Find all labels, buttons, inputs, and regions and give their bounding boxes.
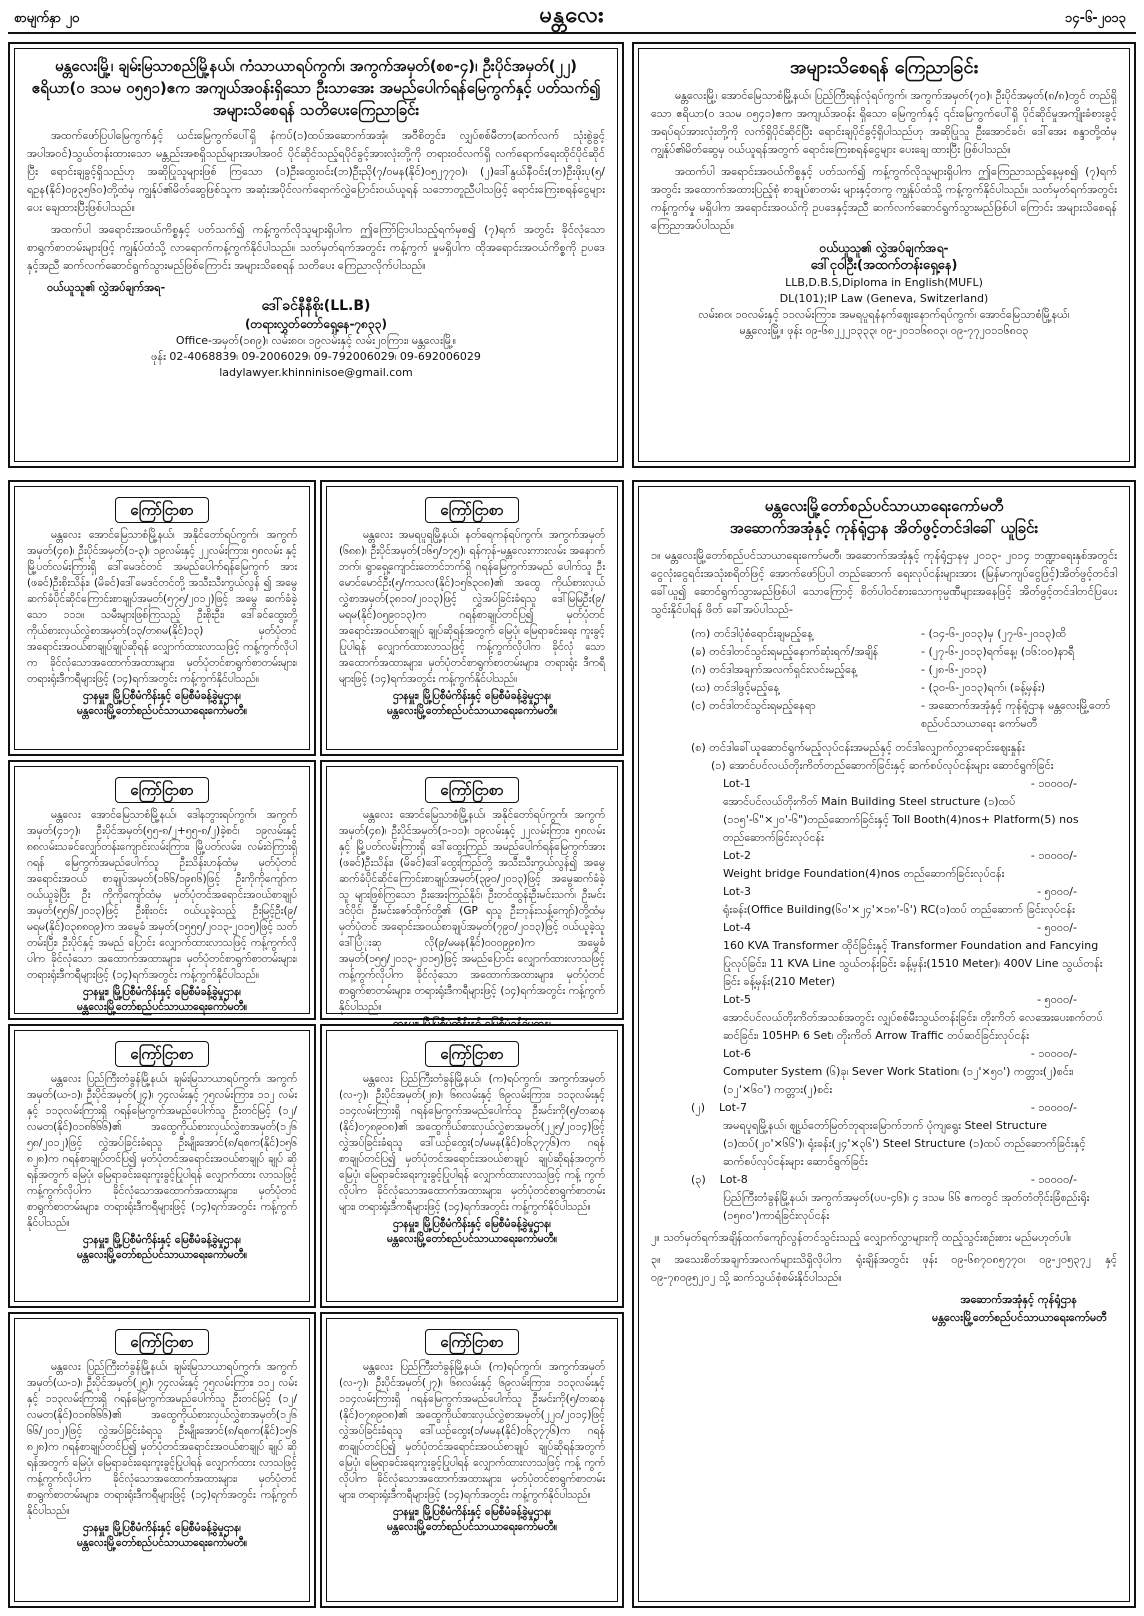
tender-signature: မန္တလေးမြို့တော်စည်ပင်သာယာရေးကော်မတီ	[932, 1311, 1107, 1324]
schedule-row	[651, 661, 1117, 679]
lot-item	[651, 1045, 1117, 1099]
small-notice	[8, 1024, 316, 1308]
lawyer-phone: ဖုန်း 02-4068839၊ 09-2006029၊ 09-792006029၊ 09-692006029	[151, 350, 481, 363]
lot-description: အမရပူရမြို့နယ်၊ ဈွယ်တော်မြတ်ဘုရားမြောက်ဘက် ပုံကျရွေး Steel Structure (၁)ထပ်(၂၀'×၆၆')၊ ရုံးခန်း(၂၄'×၃၆') Steel Structure (၁)ထပ် တည်ဆောက်ခြင်းနှင့် ဆက်စပ်လုပ်ငန်းများ ဆောင်ရွက်ခြင်း	[723, 1119, 1086, 1168]
lot-description: အောင်ပင်လယ်တိုးကိတ်အသစ်အတွင်း လျှပ်စစ်မီးသွယ်တန်းခြင်း၊ တိုးကိတ် လေအေးပေးစက်တပ်ဆင်ခြင်း၊ 105HP၊ 6 Set၊ တိုးကိတ် Arrow Traffic တပ်ဆင်ခြင်းလုပ်ငန်း	[723, 1011, 1103, 1042]
lot-name: Lot-1	[723, 777, 751, 790]
lot-item	[651, 883, 1117, 919]
tender-note: ၂။ သတ်မှတ်ရက်အချိန်ထက်ကျော်လွန်တင်သွင်းသည့် လျှောက်လွှာများကို ထည့်သွင်းစဉ်းစား မည်မဟုတ်ပါ။	[651, 1231, 1072, 1244]
lot-price: - ၁၀၀၀၀/-	[1030, 777, 1077, 790]
work-heading: (စ) တင်ဒါခေါ်ယူဆောင်ရွက်မည့်လုပ်ငန်းအမည်နှင့် တင်ဒါလျှောက်လွှာရောင်းဈေးနှုန်း	[691, 741, 1025, 754]
lot-description: ရုံးခန်း(Office Building(၆၀'×၂၄'×၁၈'-၆') RC(၁)ထပ် တည်ဆောက် ခြင်းလုပ်ငန်း	[723, 903, 1075, 916]
lot-description: Weight bridge Foundation(4)nos တည်ဆောက်ခြင်းလုပ်ငန်း	[723, 867, 1005, 880]
lot-price: - ၁၀၀၀၀/-	[1030, 1173, 1077, 1186]
lot-item	[651, 991, 1117, 1045]
lawyer-address: လမ်း၈၀၊ ၁၀လမ်းနှင့် ၁၁လမ်းကြား၊ အမရပူရနံနက်ဈေးနောက်ရပ်ကွက်၊ အောင်မြေသာစံမြို့နယ်၊	[698, 308, 1070, 321]
small-notice	[8, 1312, 316, 1608]
lot-price: - ၅၀၀၀/-	[1037, 921, 1077, 934]
notice-signature: မန္တလေးမြို့တော်စည်ပင်သာယာရေးကော်မတီ။	[76, 705, 248, 717]
lot-group-number-text: (၃)	[691, 1173, 706, 1186]
small-notice	[8, 760, 316, 1020]
notice-signature: ဌာနမှူး၊ မြို့ပြစီမံကိန်းနှင့် မြေစီမံခန့်ခွဲမှုဌာန၊	[83, 986, 241, 998]
lot-name: Lot-4	[723, 921, 751, 934]
lot-price: - ၅၀၀၀/-	[1037, 885, 1077, 898]
tender-note: ၃။ အသေးစိတ်အချက်အလက်များသိရှိလိုပါက ရုံးချိန်အတွင်း ဖုန်း ၀၉-၆၈၇၀၈၅၇၇၀၊ ၀၉-၂၀၅၃၇၂ နှင့် ၀၉-၇၈၀၉၅၂၀၂ သို့ ဆက်သွယ်စုံစမ်းနိုင်ပါသည်။	[651, 1253, 1117, 1284]
lot-item	[651, 919, 1117, 991]
masthead-text: မန္တလေး	[539, 2, 605, 28]
schedule-key: (ခ) တင်ဒါတင်သွင်းရမည့်နောက်ဆုံးရက်/အချိန်	[691, 645, 879, 658]
schedule-value: - အဆောက်အအုံနှင့် ကုန်ရုံဌာန မန္တလေးမြို့တော်စည်ပင်သာယာရေး ကော်မတီ	[921, 699, 1111, 730]
lot-description: 160 KVA Transformer ထိုင်ခြင်းနှင့် Transformer Foundation and Fancying ပြုလုပ်ခြင်း၊ 11 KVA Line သွယ်တန်းခြင်း ခန့်မှန်း(1510 Meter)၊ 400V Line သွယ်တန်းခြင်း ခန့်မှန်း(210 Meter)	[723, 939, 1103, 988]
proxy-label: ဝယ်ယူသူ၏ လွှဲအပ်ချက်အရ-	[47, 281, 166, 294]
lot-item	[651, 1099, 1117, 1171]
notice-title: ကြော်ငြာစာ	[115, 497, 208, 523]
lot-name: Lot-2	[723, 849, 751, 862]
tender-title: အဆောက်အအုံနှင့် ကုန်ရုံဌာန အိတ်ဖွင့်တင်ဒါခေါ် ယူခြင်း	[729, 519, 1039, 537]
notice-signature: ဌာနမှူး၊ မြို့ပြစီမံကိန်းနှင့် မြေစီမံခန့်ခွဲမှုဌာန၊	[83, 1234, 241, 1246]
notice-signature: မန္တလေးမြို့တော်စည်ပင်သာယာရေးကော်မတီ။	[76, 1249, 248, 1261]
proxy-label: ဝယ်ယူသူ၏ လွှဲအပ်ချက်အရ-	[819, 241, 949, 255]
notice-title: ကြော်ငြာစာ	[425, 1041, 518, 1067]
lot-item	[651, 847, 1117, 883]
lawyer-credentials: DL(101);IP Law (Geneva, Switzerland)	[779, 292, 989, 305]
notice-title: ကြော်ငြာစာ	[425, 497, 518, 523]
schedule-value: - (၃၀-၆-၂၀၁၃)ရက်၊ (ခန့်မှန်း)	[921, 681, 1046, 694]
notice-body: မန္တလေး အောင်မြေသာစံမြို့နယ်၊ ဒေါနဘွားရပ်ကွက်၊ အကွက် အမှတ်(၄၁၇)၊ ဦးပိုင်အမှတ်(၅၅-၈/၂+၅၅-၈/၂)ခဲ့စင်၊ ၁၉လမ်းနှင့် ၈၈လမ်းသခင်လျှော်တန်းကျောင်းလမ်းကြား၊ မြို့ပတ်လမ်း၊ လမ်းဝဲကြားရှိ ဂရန် မြေကွက်အမည်ပေါက်သူ ဦးသိန်းဟန်ထံမှ မှတ်ပုံတင်အရောင်းအဝယ် စာချုပ်အမှတ်(၁၆၆/၁၉၈၆)ဖြင့် ဦးကိုကိုကျော်က ဝယ်ယူခဲ့ပြီး ဦး ကိုကိုကျော်ထံမှ မှတ်ပုံတင်အရောင်းအဝယ်စာချုပ်အမှတ်(၅၅၆/၂၀၁၃)ဖြင့် ဦးစိုးဝင်း ဝယ်ယူခဲ့သည့် ဦးမြင့်ဦး(၉/မရမ(နိုင်)၀၃၈၈၀၉)က အမွေခံ အမှတ်(၁၅၅၅/၂၀၁၃-၂၀၁၅)ဖြင့် သတ်တမ်းပြီး၊ ဦးပိုင်နှင့် အမည် ပြောင်း လျှောက်ထားလာသဖြင့် ကန့်ကွက်လိုပါက ခိုင်လုံသော အထောက်အထားများ၊ မှတ်ပုံတင်စာရွက်စာတမ်းများ၊ တရားရုံးဒီကရီများဖြင့် (၁၄)ရက်အတွင်း ကန့်ကွက်နိုင်ပါသည်။	[27, 809, 297, 981]
schedule-key: (ဃ) တင်ဒါဖွင့်မည့်နေ့	[691, 681, 780, 694]
notice-body: မန္တလေး ပြည်ကြီးတံခွန်မြို့နယ်၊ ချမ်းမြသာယာရပ်ကွက်၊ အကွက် အမှတ်(ယ-၁)၊ ဦးပိုင်အမှတ်(၂၅)၊ ၇၄လမ်းနှင့် ၇၅လမ်းကြား၊ ၁၁၂ လမ်းနှင့် ၁၁၃လမ်းကြားရှိ ဂရန်မြေကွက်အမည်ပေါက်သူ ဦးတင်မြင့် (၁၂/လမတ(နိုင်)၀၁၈၆၆၆)၏ အထွေကိုယ်စားလှယ်လွှဲစာအမှတ်(၁၂၆ ၆၆/၂၀၁၂)ဖြင့် လွှဲအပ်ခြင်းခံရသူ ဦးမျိုးအောင်(၈/ရစက(နိုင်)၁၅၆ ၈၂၈)က ဂရန်စာချုပ်တင်ပြ၍ မှတ်ပုံတင်အရောင်းအဝယ်စာချုပ် ချုပ် ဆိုရန်အတွက် မြေပုံ၊ မြေရာခင်းရေးကူးခွင့်ပြုပါရန် လျှောက်ထား လာသဖြင့် ကန့်ကွက်လိုပါက ခိုင်လုံသောအထောက်အထားများ၊ မှတ်ပုံတင်စာရွက်စာတမ်းများ၊ တရားရုံးဒီကရီများဖြင့် (၁၄)ရက်အတွင်း ကန့်ကွက်နိုင်ပါသည်။	[27, 1361, 297, 1517]
schedule-key: (က) တင်ဒါပုံစံရောင်းချမည့်နေ့	[691, 627, 813, 640]
lot-name: Lot-8	[719, 1173, 748, 1186]
notice-body: မန္တလေး အောင်မြေသာစံမြို့နယ်၊ အနိုင်တော်ရပ်ကွက်၊ အကွက် အမှတ်(၄၈)၊ ဦးပိုင်အမှတ်(၁-၁၁)၊ ၁၉လမ်းနှင့် ၂၂လမ်းကြား၊ ၅၈လမ်း နှင့် မြို့ပတ်လမ်းကြားရှိ ဒေါ်ထွေးကြည် အမည်ပေါက်ရန်မြေကွက်အား (ဖခင်)ဦးသိန်း၊ (မိခင်)ဒေါ်ထွေးကြည်တို့ အသီးသီးကွယ်လွန်၍ အမွေ ဆက်ခံပိုင်ဆိုင်ကြောင်းစာချုပ်အမှတ်(၃၉၀/၂၀၁၃)ဖြင့် အမွေဆက်ခံခဲ့သူ များဖြစ်ကြသော ဦးအေးကြည်နိုင်၊ ဦးတင်ထွန်းဦးမင်းသက်၊ ဦးမင်းဒင်ပိုင်၊ ဦးမင်းဇော်ထိုက်တို့၏ (GP ရသူ ဦးဘုန်းသန့်ကျော်)တို့ထံမှ မှတ်ပုံတင် အရောင်းအဝယ်စာချုပ်အမှတ်(၇၉၀/၂၀၁၃)ဖြင့် ဝယ်ယူခဲ့သူ ဒေါ်ပြံုးဆု လို(၉/မမန(နိုင်)၀၀၀၉၉၈)က အမွေခံအမှတ်(၁၅၅/၂၀၁၃-၂၀၁၅)ဖြင့် အမည်ပြောင်း လျှောက်ထားလာသဖြင့် ကန့်ကွက်လိုပါက ခိုင်လုံသော အထောက်အထားများ၊ မှတ်ပုံတင်စာရွက်စာတမ်းများ၊ တရားရုံးဒီကရီများဖြင့် (၁၄)ရက်အတွင်း ကန့်ကွက်နိုင်ပါသည်။	[339, 809, 605, 1013]
schedule-value: - (၂၇-၆-၂၀၁၃)ရက်နေ့၊ (၁၆:၀၀)နာရီ	[921, 645, 1075, 658]
lot-item	[651, 1171, 1117, 1225]
lot-price: - ၁၀၀၀၀/-	[1030, 849, 1077, 862]
tender-intro: ၁။ မန္တလေးမြို့တော်စည်ပင်သာယာရေးကော်မတီ၊ အဆောက်အအုံနှင့် ကုန်ရုံဌာနမှ ၂၀၁၃- ၂၀၁၄ ဘဏ္ဍာရေးနှစ်အတွင်း ငွေလုံးငွေရင်းအသုံးစရိတ်ဖြင့် အောက်ဖော်ပြပါ တည်ဆောက် ရေးလုပ်ငန်းများအား (မြန်မာကျပ်ငွေဖြင့်)အိတ်ဖွင့်တင်ဒါခေါ်ယူ၍ ဆောင်ရွက်သွားမည်ဖြစ်ပါ သောကြောင့် စိတ်ပါဝင်စားသောကုမ္ပဏီများအနေဖြင့် အိတ်ဖွင့်တင်ဒါတင်ပြပေးသွင်းနိုင်ပါရန် ဖိတ် ခေါ်အပ်ပါသည်-	[651, 549, 1117, 616]
lawyer-email[interactable]: ladylawyer.khinninisoe@gmail.com	[219, 366, 413, 379]
lot-description: Computer System (၆)ခု၊ Sever Work Station၊ (၁၂'×၅၀') ကတ္တား(၂)စင်း၊ (၁၂'×၆၀') ကတ္တား(၂)စင်း	[723, 1065, 1074, 1096]
lot-description: ပြည်ကြီးတံခွန်မြို့နယ်၊ အကွက်အမှတ်(ပပ-၄၆)၊ ၄ ဒသမ ၆၆ ဧကတွင် အုတ်တံတိုင်းခြံစည်းရိုး (၁၅၈၀')ကာရံခြင်းလုပ်ငန်း	[723, 1191, 1090, 1222]
notice-signature: မန္တလေးမြို့တော်စည်ပင်သာယာရေးကော်မတီ။	[386, 705, 558, 717]
lot-description: အောင်ပင်လယ်တိုးကိတ် Main Building Steel structure (၁)ထပ် (၁၁၅'-၆"×၂၀'-၆")တည်ဆောက်ခြင်းနှင့် Toll Booth(4)nos+ Platform(5) nos တည်ဆောက်ခြင်းလုပ်ငန်း	[723, 795, 1079, 844]
notice-body: မန္တလေး အောင်မြေသာစံမြို့နယ်၊ အနိုင်တော်ရပ်ကွက်၊ အကွက် အမှတ်(၄၈)၊ ဦးပိုင်အမှတ်(၁-၃)၊ ၁၉လမ်းနှင့် ၂၂လမ်းကြား၊ ၅၈လမ်း နှင့် မြို့ပတ်လမ်းကြားရှိ ဒေါ်မေဒင်တင် အမည်ပေါက်ရန်မြေကွက် အား (ဖခင်)ဦးစိုးသိန်း၊ (မိခင်)ဒေါ်မေဒင်တင်တို့ အသီးသီးကွယ်လွန် ၍ အမွေဆက်ခံပိုင်ဆိုင်ကြောင်းစာချုပ်အမှတ်(၅၇၅/၂၀၁၂)ဖြင့် အမွေ ဆက်ခံခဲ့သော ၁၁၁။ သမီးများဖြစ်ကြသည့် ဦးစိုးဦး၊ ဒေါ်ခင်ထွေးတို့ ကိုယ်စားလှယ်လွှဲစာအမှတ်(၁၃/တ၈မ(နိုင်)၁၃) မှတ်ပုံတင်အရောင်းအဝယ်စာချုပ်ချုပ်ဆိုရန် လျှောက်ထားလာသဖြင့် ကန့်ကွက်လိုပါက ခိုင်လုံသောအထောက်အထားများ၊ မှတ်ပုံတင်စာရွက်စာတမ်းများ၊ တရားရုံးဒီကရီများဖြင့် (၁၄)ရက်အတွင်း ကန့်ကွက်နိုင်ပါသည်။	[27, 529, 297, 685]
tender-signature: အဆောက်အအုံနှင့် ကုန်ရုံဌာန	[960, 1293, 1077, 1306]
notice-title: အများသိစေရန် ကြေညာခြင်း	[789, 57, 979, 78]
notice-title: မန္တလေးမြို့၊ ချမ်းမြသာစည်မြို့နယ်၊ ကံသာယာရပ်ကွက်၊ အကွက်အမှတ်(စစ-၄)၊ ဦးပိုင်အမှတ်(၂၂) ဧရိယာ(၀ ဒသမ ၀၅၅၁)ဧက အကျယ်အဝန်းရှိသော ဦးသာအေး အမည်ပေါက်ရန်မြေကွက်နှင့် ပတ်သက်၍ အများသိစေရန် သတိပေးကြေညာခြင်း	[31, 57, 601, 119]
notice-title: ကြော်ငြာစာ	[115, 1329, 208, 1355]
lawyer-address: Office-အမှတ်(၁၈၉)၊ လမ်း၈၀၊ ၁၉လမ်းနှင့် လမ်း၂၀ကြား၊ မန္တလေးမြို့။	[175, 334, 457, 347]
issue-date: ၁၄-၆-၂၀၁၃	[1064, 11, 1126, 26]
lot-price: - ၁၀၀၀၀/-	[1030, 1101, 1077, 1114]
lot-price: - ၁၀၀၀၀/-	[1030, 1047, 1077, 1060]
notice-signature: ဌာနမှူး၊ မြို့ပြစီမံကိန်းနှင့် မြေစီမံခန့်ခွဲမှုဌာန၊	[393, 690, 551, 702]
page-number: စာမျက်နှာ ၂၀	[14, 11, 80, 26]
notice-signature: ဌာနမှူး၊ မြို့ပြစီမံကိန်းနှင့် မြေစီမံခန့်ခွဲမှုဌာန၊	[83, 690, 241, 702]
schedule-value: - (၁၄-၆-၂၀၁၃)မှ (၂၇-၆-၂၀၁၃)ထိ	[921, 627, 1067, 640]
notice-signature: မန္တလေးမြို့တော်စည်ပင်သာယာရေးကော်မတီ။	[386, 1233, 558, 1245]
lawyer-name: ဒေါ်ခင်နီနီစိုး(LL.B)	[261, 298, 371, 314]
notice-paragraph: မန္တလေးမြို့၊ အောင်မြေသာစံမြို့နယ်၊ ပြည်ကြီးရန်လုံရပ်ကွက်၊ အကွက်အမှတ်(၇၀)၊ ဦးပိုင်အမှတ်(၈/၈)တွင် တည်ရှိသော ဧရိယာ(၀ ဒသမ ၀၅၄၁)ဧက အကျယ်အဝန်း ရှိသော မြေကွက်နှင့် ၎င်းမြေကွက်ပေါ်ရှိ ပိုင်ဆိုင်မှုအကျိုးခံစားခွင့်အရပ်ရပ်အားလုံးတို့ကို လက်ရှိပိုင်ဆိုင်ပြီး ရောင်းချပိုင်ခွင့်ရှိပါသည်ဟု အဆိုပြုသူ ဦးအောင်ခင်၊ ဒေါ်အေး စန္ဒာတို့ထံမှ ကျွန်ုပ်၏မိတ်ဆွေမှ ဝယ်ယူရန်အတွက် ရောင်းကြေးစရန်ငွေများ ပေးချေ ထားပြီး ဖြစ်ပါသည်။	[651, 89, 1117, 156]
notice-signature: မန္တလေးမြို့တော်စည်ပင်သာယာရေးကော်မတီ။	[386, 1521, 558, 1533]
notice-title: ကြော်ငြာစာ	[425, 777, 518, 803]
schedule-row	[651, 643, 1117, 661]
notice-land-sale-warning	[8, 42, 624, 468]
schedule-key: (င) တင်ဒါတင်သွင်းရမည့်နေရာ	[691, 699, 816, 712]
schedule-row	[651, 679, 1117, 697]
lot-name: Lot-3	[723, 885, 751, 898]
lawyer-name: ဒေါ်ငုဝါဦး(အထက်တန်းရှေ့နေ)	[810, 258, 958, 273]
lawyer-license: (တရားလွှတ်တော်ရှေ့နေ-၇၈၃၃)	[244, 317, 388, 331]
lot-item	[651, 775, 1117, 847]
schedule-key: (ဂ) တင်ဒါအချက်အလက်ရှင်းလင်းမည့်နေ့	[691, 663, 857, 676]
notice-body: မန္တလေး ပြည်ကြီးတံခွန်မြို့နယ်၊ (က)ရပ်ကွက်၊ အကွက်အမှတ် (လ-၇)၊ ဦးပိုင်အမှတ်(၂၇)၊ ၆၈လမ်းနှင့် ၆၉လမ်းကြား၊ ၁၁၃လမ်းနှင့် ၁၁၄လမ်းကြားရှိ ဂရန်မြေကွက်အမည်ပေါက်သူ ဦးမင်းကို(၅/တဆန (နိုင်)၀၇၈၉၀၈)၏ အထွေကိုယ်စားလှယ်လွှဲစာအမှတ်(၂၂၀/၂၀၁၄)ဖြင့် လွှဲအပ်ခြင်းခံရသူ ဒေါ်ယဉ်ထွေး(၁/မမန(နိုင်)၀၆၃၇၇၆)က ဂရန် စာချုပ်တင်ပြ၍ မှတ်ပုံတင်အရောင်းအဝယ်စာချုပ် ချုပ်ဆိုရန်အတွက် မြေပုံ၊ မြေရာခင်းရေးကူးခွင့်ပြုပါရန် လျှောက်ထားလာသဖြင့် ကန့် ကွက်လိုပါက ခိုင်လုံသောအထောက်အထားများ၊ မှတ်ပုံတင်စာရွက်စာတမ်း များ၊ တရားရုံးဒီကရီများဖြင့် (၁၄)ရက်အတွင်း ကန့်ကွက်နိုင်ပါသည်။	[339, 1361, 605, 1501]
small-notice	[320, 1312, 624, 1608]
schedule-row	[651, 625, 1117, 643]
notice-signature: ဌာနမှူး၊ မြို့ပြစီမံကိန်းနှင့် မြေစီမံခန့်ခွဲမှုဌာန၊	[83, 1522, 241, 1534]
notice-signature: ဌာနမှူး၊ မြို့ပြစီမံကိန်းနှင့် မြေစီမံခန့်ခွဲမှုဌာန၊	[393, 1218, 551, 1230]
notice-paragraph: အထက်ပါ အရောင်းအဝယ်ကိစ္စနှင့် ပတ်သက်၍ ကန့်ကွက်လိုသူများရှိပါက ဤကြေညာသည့်နေ့မှစ၍ (၇)ရက်အတွင်း အထောက်အထားပြည့်စုံ စာချုပ်စာတမ်း များနှင့်တကွ ကျွန်ုပ်ထံသို့ ကန့်ကွက်နိုင်ပါသည်။ သတ်မှတ်ရက်အတွင်း ကန့်ကွက်မှု မရှိပါက အရောင်းအဝယ်ကို ဥပဒေနှင့်အညီ ဆက်လက်ဆောင်ရွက်သွားမည်ဖြစ်ပါ ကြောင်း အများသိစေရန် ကြေညာအပ်ပါသည်။	[651, 165, 1117, 232]
schedule-value: - (၂၈-၆-၂၀၁၃)	[921, 663, 987, 676]
notice-body: မန္တလေး အမရပူရမြို့နယ်၊ နတ်ရေကန်ရပ်ကွက်၊ အကွက်အမှတ် (၆၈၈)၊ ဦးပိုင်အမှတ်(၁၆၅/၁၇၅)၊ ရန်ကုန်-မန္တလေးကားလမ်း အနောက်ဘက်၊ ရွာရှေ့ကျောင်းတောင်ဘက်ရှိ ဂရန်မြေကွက်အမည် ပေါက်သူ ဦးမောင်မောင်ဦး(၅/ကသလ(နိုင်)၁၅၆၃၀၈)၏ အထွေ ကိုယ်စားလှယ်လွှဲစာအမှတ်(၃၈၁၀/၂၀၁၃)ဖြင့် လွှဲအပ်ခြင်းခံရသူ ဒေါ်မြမြဦး(၉/မရမ(နိုင်)၀၅၉၀၁၃)က ဂရန်စာချုပ်တင်ပြ၍ မှတ်ပုံတင် အရောင်းအဝယ်စာချုပ် ချုပ်ဆိုရန်အတွက် မြေပုံ၊ မြေရာခင်းရေး ကူးခွင့်ပြုပါရန် လျှောက်ထားလာသဖြင့် ကန့်ကွက်လိုပါက ခိုင်လုံ သောအထောက်အထားများ၊ မှတ်ပုံတင်စာရွက်စာတမ်းများ၊ တရားရုံး ဒီကရီများဖြင့် (၁၄)ရက်အတွင်း ကန့်ကွက်နိုင်ပါသည်။	[339, 529, 605, 685]
notice-title: ကြော်ငြာစာ	[115, 777, 208, 803]
notice-body: မန္တလေး ပြည်ကြီးတံခွန်မြို့နယ်၊ ချမ်းမြသာယာရပ်ကွက်၊ အကွက် အမှတ်(ယ-၁)၊ ဦးပိုင်အမှတ်(၂၄)၊ ၇၄လမ်းနှင့် ၇၅လမ်းကြား၊ ၁၁၂ လမ်းနှင့် ၁၁၃လမ်းကြားရှိ ဂရန်မြေကွက်အမည်ပေါက်သူ ဦးတင်မြင့် (၁၂/လမတ(နိုင်)၀၁၈၆၆၆)၏ အထွေကိုယ်စားလှယ်လွှဲစာအမှတ်(၁၂၆ ၅၈/၂၀၁၂)ဖြင့် လွှဲအပ်ခြင်းခံရသူ ဦးမျိုးအောင်(၈/ရစက(နိုင်)၁၅၆ ၈၂၈)က ဂရန်စာချုပ်တင်ပြ၍ မှတ်ပုံတင်အရောင်းအဝယ်စာချုပ် ချုပ် ဆိုရန်အတွက် မြေပုံ၊ မြေရာခင်းရေးကူးခွင့်ပြုပါရန် လျှောက်ထား လာသဖြင့် ကန့်ကွက်လိုပါက ခိုင်လုံသောအထောက်အထားများ၊ မှတ်ပုံတင်စာရွက်စာတမ်းများ၊ တရားရုံးဒီကရီများဖြင့် (၁၄)ရက်အတွင်း ကန့်ကွက်နိုင်ပါသည်။	[27, 1073, 297, 1229]
tender-notice	[632, 480, 1136, 1608]
lot-group-number	[651, 1171, 748, 1189]
tender-schedule	[651, 625, 1117, 733]
notice-signature: မန္တလေးမြို့တော်စည်ပင်သာယာရေးကော်မတီ။	[76, 1537, 248, 1549]
lot-name: Lot-6	[723, 1047, 751, 1060]
header-rule	[8, 32, 1136, 34]
lawyer-phone: မန္တလေးမြို့။ ဖုန်း ၀၉-၆၈၂၂၂၁၃၃၃၊ ၀၉-၂၀၁၁၆၈၀၃၊ ၀၉-၇၇၂၀၁၁၆၈၀၃	[739, 324, 1029, 337]
newspaper-masthead-logo	[520, 2, 624, 30]
notice-title: ကြော်ငြာစာ	[115, 1041, 208, 1067]
lot-group-number-text: (၂)	[691, 1101, 705, 1114]
small-notice	[8, 480, 316, 756]
notice-paragraph: အထက်ပါ အရောင်းအဝယ်ကိစ္စနှင့် ပတ်သက်၍ ကန့်ကွက်လိုသူများရှိပါက ဤကြော်ငြာပါသည့်ရက်မှစ၍ (၇)ရက် အတွင်း ခိုင်လုံသောစာရွက်စာတမ်းများဖြင့် ကျွန်ုပ်ထံသို့ လာရောက်ကန့်ကွက်နိုင်ပါသည်။ သတ်မှတ်ရက်အတွင်း ကန့်ကွက် မှုမရှိပါက ထိုအရောင်းအဝယ်ကိစ္စကို ဥပဒေနှင့်အညီ ဆက်လက်ဆောင်ရွက်သွားမည်ဖြစ်ကြောင်း အများသိစေရန် သတိပေး ကြေညာလိုက်ပါသည်။	[27, 223, 605, 272]
lawyer-credentials: LLB,D.B.S,Diploma in English(MUFL)	[785, 276, 983, 289]
small-notice	[320, 1024, 624, 1308]
tender-title-org: မန္တလေးမြို့တော်စည်ပင်သာယာရေးကော်မတီ	[764, 497, 1004, 515]
lot-price: - ၅၀၀၀/-	[1037, 993, 1077, 1006]
work-subheading: (၁) အောင်ပင်လယ်တိုးကိတ်တည်ဆောက်ခြင်းနှင့် ဆက်စပ်လုပ်ငန်းများ ဆောင်ရွက်ခြင်း	[711, 759, 1054, 772]
lot-group-number	[651, 1099, 747, 1117]
small-notice	[320, 760, 624, 1020]
notice-body: မန္တလေး ပြည်ကြီးတံခွန်မြို့နယ်၊ (က)ရပ်ကွက်၊ အကွက်အမှတ် (လ-၇)၊ ဦးပိုင်အမှတ်(၂၈)၊ ၆၈လမ်းနှင့် ၆၉လမ်းကြား၊ ၁၁၃လမ်းနှင့် ၁၁၄လမ်းကြားရှိ ဂရန်မြေကွက်အမည်ပေါက်သူ ဦးမင်းကို(၅/တဆန (နိုင်)၀၇၈၉၀၈)၏ အထွေကိုယ်စားလှယ်လွှဲစာအမှတ်(၂၂၅/၂၀၁၄)ဖြင့် လွှဲအပ်ခြင်းခံရသူ ဒေါ်ယဉ်ထွေး(၁/မမန(နိုင်)၀၆၃၇၇၆)က ဂရန် စာချုပ်တင်ပြ၍ မှတ်ပုံတင်အရောင်းအဝယ်စာချုပ် ချုပ်ဆိုရန်အတွက် မြေပုံ၊ မြေရာခင်းရေးကူးခွင့်ပြုပါရန် လျှောက်ထားလာသဖြင့် ကန့် ကွက်လိုပါက ခိုင်လုံသောအထောက်အထားများ၊ မှတ်ပုံတင်စာရွက်စာတမ်း များ၊ တရားရုံးဒီကရီများဖြင့် (၁၄)ရက်အတွင်း ကန့်ကွက်နိုင်ပါသည်။	[339, 1073, 605, 1213]
schedule-row	[651, 697, 1117, 733]
notice-paragraph: အထက်ဖော်ပြပါမြေကွက်နှင့် ယင်းမြေကွက်ပေါ်ရှိ နံကပ်(၁)ထပ်အဆောက်အအုံ၊ အဝီစိတွင်း၊ လျှပ်စစ်မီတာ(ဆက်လက် သုံးစွဲခွင့်အပါအဝင်)သွယ်တန်းထားသော မန္တည်းအစရှိသည်များအပါအဝင် ပိုင်ဆိုင်သည့်ရပိုင်ခွင့်အားလုံးတို့ကို တရားဝင်လက်ရှိ လက်ရောက်ရေးထိုင်ပိုင်ဆိုင်ပြီး ရောင်းချခွင့်ရှိသည်ဟု အဆိုပြုသူများဖြစ် ကြသော (၁)ဦးထွေးဝင်း(ဘ)ဦးညို(၇/ဝမန(နိုင်)၀၅၂၇၇၀)၊ (၂)ဒေါ်နွယ်နီဝင်း(ဘ)ဦးဖိုးပု(၅/ရဥန(နိုင်)၀၉၃၅၆၀)တို့ထံမှ ကျွန်ုပ်၏မိတ်ဆွေဖြစ်သူက အဆုံးအပိုင်လက်ရောက်လွှဲပြောင်းဝယ်ယူရန် သဘောတူညီပါသဖြင့် ရောင်းကြေးစရန်ငွေများ ပေး ချေထားပြီးဖြစ်ပါသည်။	[27, 129, 605, 214]
notice-public-announcement	[632, 42, 1136, 468]
lot-name: Lot-5	[723, 993, 751, 1006]
lot-name: Lot-7	[719, 1101, 747, 1114]
small-notice	[320, 480, 624, 756]
notice-signature: မန္တလေးမြို့တော်စည်ပင်သာယာရေးကော်မတီ။	[76, 1001, 248, 1013]
notice-signature: ဌာနမှူး၊ မြို့ပြစီမံကိန်းနှင့် မြေစီမံခန့်ခွဲမှုဌာန၊	[393, 1506, 551, 1518]
notice-title: ကြော်ငြာစာ	[425, 1329, 518, 1355]
